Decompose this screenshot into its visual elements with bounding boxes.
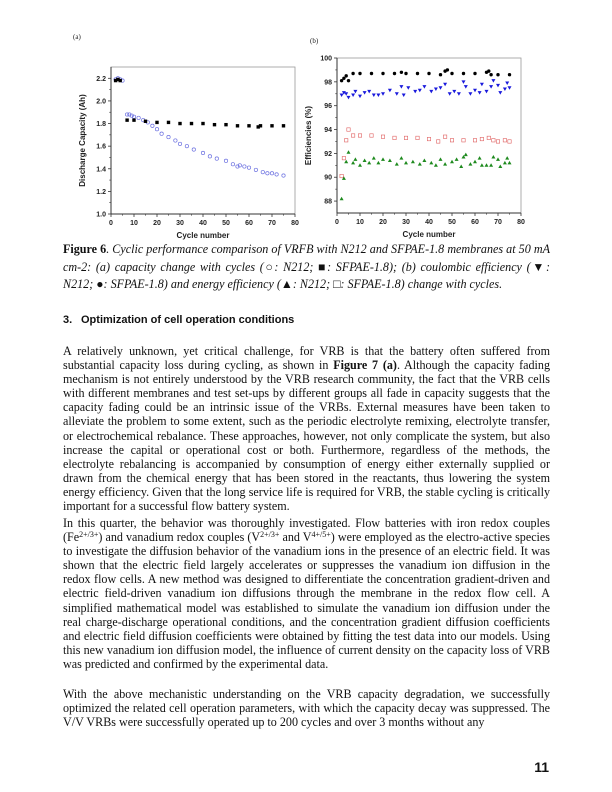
data-point <box>443 83 447 87</box>
data-point <box>388 159 392 163</box>
y-tick-label: 98 <box>324 79 332 87</box>
data-point <box>160 132 163 135</box>
data-point <box>345 74 348 77</box>
data-point <box>266 172 269 175</box>
data-point <box>416 136 419 139</box>
data-point <box>437 140 440 143</box>
y-axis-label: Efficiencies (%) <box>304 105 313 166</box>
data-point <box>429 90 433 94</box>
chart-a-svg <box>60 30 310 245</box>
data-point <box>503 88 507 92</box>
figure-6b-efficiency-chart <box>300 30 545 245</box>
fe-oxidation-superscript: 2+/3+ <box>79 530 99 540</box>
data-point <box>190 122 193 125</box>
data-point <box>395 162 399 166</box>
data-point <box>404 161 408 165</box>
data-point <box>406 86 410 90</box>
data-point <box>351 161 355 165</box>
data-point <box>167 121 170 124</box>
data-point <box>489 163 493 167</box>
x-tick-label: 70 <box>494 219 502 226</box>
data-point <box>473 72 476 75</box>
data-point <box>125 118 128 121</box>
plot-frame <box>111 67 295 214</box>
y-tick-label: 88 <box>324 198 332 206</box>
data-point <box>473 160 477 164</box>
x-tick-label: 30 <box>402 219 410 226</box>
x-tick-label: 60 <box>245 220 253 227</box>
paragraph-2 <box>63 516 550 671</box>
y-tick-label: 1.8 <box>96 121 106 129</box>
data-point <box>443 135 446 138</box>
data-point <box>439 86 443 90</box>
data-point <box>429 161 433 165</box>
paragraph-3: With the above mechanistic understanding on the VRB capacity degradation, we successfully optimized the related cell operation parameters, with which the capacity decay was suppressed. The V/V VRBs were successfully operated up to 200 cycles and over 3 months without any <box>63 687 550 730</box>
data-point <box>344 160 348 164</box>
data-point <box>340 197 344 201</box>
data-point <box>416 72 419 75</box>
data-point <box>192 148 195 151</box>
data-point <box>247 124 250 127</box>
data-point <box>508 86 512 90</box>
data-point <box>224 123 227 126</box>
data-point <box>367 90 371 94</box>
data-point <box>464 153 468 157</box>
chart-b-svg <box>300 30 545 245</box>
data-point <box>439 73 442 76</box>
data-point <box>508 140 511 143</box>
data-point <box>468 162 472 166</box>
data-point <box>282 174 285 177</box>
data-point <box>270 172 273 175</box>
section-heading <box>63 314 294 326</box>
data-point <box>155 121 158 124</box>
data-point <box>443 162 447 166</box>
v-low-oxidation-superscript: 2+/3+ <box>260 530 280 540</box>
data-point <box>376 93 380 97</box>
data-point <box>478 91 482 95</box>
data-point <box>485 90 489 94</box>
data-point <box>367 161 371 165</box>
data-point <box>372 156 376 160</box>
x-tick-label: 50 <box>222 220 230 227</box>
data-point <box>457 92 461 96</box>
series-sfpae-1-8-coulombic-efficiency <box>340 68 511 82</box>
data-point <box>492 139 495 142</box>
data-point <box>489 85 493 89</box>
data-point <box>489 73 492 76</box>
data-point <box>503 161 507 165</box>
data-point <box>174 139 177 142</box>
x-tick-label: 10 <box>130 220 138 227</box>
panel-label: (a) <box>73 33 81 41</box>
y-tick-label: 92 <box>324 150 332 158</box>
series-n212-coulombic-efficiency <box>340 79 512 99</box>
paragraph-2-text-2: ) and vanadium redox couples (V <box>98 530 261 545</box>
data-point <box>119 79 122 82</box>
paragraph-1-text-a: A relatively unknown, yet critical challenge, for VRB is that the battery often suffered from substantial capacity loss during cycling, as shown in <box>63 344 550 373</box>
data-point <box>462 80 466 84</box>
data-point <box>388 89 392 93</box>
y-tick-label: 2.2 <box>96 75 106 83</box>
data-point <box>340 93 344 97</box>
data-point <box>201 122 204 125</box>
data-point <box>462 72 465 75</box>
data-point <box>376 161 380 165</box>
data-point <box>342 156 345 159</box>
data-point <box>381 135 384 138</box>
y-tick-label: 96 <box>324 103 332 111</box>
data-point <box>448 92 452 96</box>
data-point <box>353 90 357 94</box>
data-point <box>381 72 384 75</box>
data-point <box>418 89 422 93</box>
section-title: Optimization of cell operation conditions <box>81 314 295 326</box>
y-tick-label: 94 <box>324 127 332 135</box>
x-tick-label: 20 <box>379 219 387 226</box>
data-point <box>247 166 250 169</box>
data-point <box>480 83 484 87</box>
data-point <box>372 93 376 97</box>
x-tick-label: 40 <box>425 219 433 226</box>
y-tick-label: 2.0 <box>96 98 106 106</box>
x-axis-label: Cycle number <box>402 230 456 239</box>
data-point <box>236 124 239 127</box>
figure-caption-text: . Cyclic performance comparison of VRFB with N212 and SFPAE-1.8 membranes at 50 mA cm-2: (a) capacity change with cycles (○: N212; ■: SFPAE-1.8); (b) coulombic efficiency (▼: N212; ●: SFPAE-1.8) and energy efficiency (▲: N212; □: SFPAE-1.8) change with cycles. <box>63 242 550 291</box>
data-point <box>491 155 495 158</box>
data-point <box>270 124 273 127</box>
data-point <box>434 163 438 167</box>
data-point <box>452 90 456 94</box>
data-point <box>347 79 350 82</box>
data-point <box>381 92 385 96</box>
x-tick-label: 80 <box>291 220 299 227</box>
paragraph-2-text-4: ) were employed as the electro-active species to investigate the diffusion behavior of the vanadium ions in the presence of an electric field. It was shown that the electric field largely accelerates or suppresses the vanadium ion diffusion in the redox flow cells. A new method was designed to differentiate the concentration gradient-driven and electric field-driven vanadium ion diffusions through the membrane in the redox flow cell. A simplified mathematical model was established to simulate the vanadium ion diffusion under the real charge-discharge operational conditions, and the concentration gradient diffusion coefficients and electric field diffusion coefficients were obtained by fitting the test data into our models. Using this new vanadium ion diffusion model, the influence of current density on the capacity loss of VRB was predicted and confirmed by the experimental data. <box>63 530 550 671</box>
data-point <box>185 144 188 147</box>
figure-caption <box>63 241 550 294</box>
x-tick-label: 60 <box>471 219 479 226</box>
series-n212-energy-efficiency <box>340 150 512 200</box>
data-point <box>450 160 454 164</box>
data-point <box>422 159 426 163</box>
data-point <box>450 139 453 142</box>
series-sfpae-1-8 <box>114 78 285 129</box>
data-point <box>496 73 499 76</box>
data-point <box>491 79 495 83</box>
data-point <box>473 139 476 142</box>
data-point <box>351 93 355 97</box>
data-point <box>404 72 407 75</box>
x-tick-label: 70 <box>268 220 276 227</box>
y-tick-label: 100 <box>320 55 332 63</box>
data-point <box>231 163 234 166</box>
data-point <box>439 157 443 161</box>
x-tick-label: 50 <box>448 219 456 226</box>
y-tick-label: 1.0 <box>96 211 106 219</box>
data-point <box>427 72 430 75</box>
data-point <box>399 156 403 160</box>
figure-7a-reference: Figure 7 (a) <box>333 358 397 373</box>
paragraph-2-text-1: In this quarter, the behavior was thoroughly investigated. Flow batteries with iron redox couples (Fe <box>63 516 550 545</box>
data-point <box>215 157 218 160</box>
data-point <box>167 135 170 138</box>
data-point <box>404 136 407 139</box>
data-point <box>462 139 465 142</box>
data-point <box>485 163 489 167</box>
data-point <box>464 85 468 89</box>
data-point <box>340 174 343 177</box>
data-point <box>503 139 506 142</box>
data-point <box>208 155 211 158</box>
data-point <box>498 165 502 169</box>
panel-label: (b) <box>310 37 319 45</box>
figure-6a-capacity-chart <box>60 30 310 245</box>
data-point <box>496 157 500 161</box>
data-point <box>363 159 367 163</box>
x-tick-label: 0 <box>109 220 113 227</box>
data-point <box>137 116 140 119</box>
y-tick-label: 1.4 <box>96 166 106 174</box>
v-high-oxidation-superscript: 4+/5+ <box>311 530 331 540</box>
data-point <box>393 72 396 75</box>
data-point <box>358 95 362 99</box>
data-point <box>347 150 351 154</box>
page-number: 11 <box>534 759 549 775</box>
data-point <box>370 134 373 137</box>
data-point <box>344 92 348 96</box>
data-point <box>450 72 453 75</box>
data-point <box>261 170 264 173</box>
y-tick-label: 1.2 <box>96 188 106 196</box>
data-point <box>455 157 459 161</box>
data-point <box>363 91 367 95</box>
section-number: 3. <box>63 314 73 326</box>
data-point <box>446 68 449 71</box>
data-point <box>487 136 490 139</box>
data-point <box>422 85 426 89</box>
data-point <box>381 157 385 161</box>
data-point <box>358 163 362 167</box>
data-point <box>505 82 509 86</box>
data-point <box>459 165 463 169</box>
data-point <box>370 72 373 75</box>
data-point <box>496 84 500 88</box>
data-point <box>498 91 502 95</box>
x-tick-label: 30 <box>176 220 184 227</box>
data-point <box>254 168 257 171</box>
data-point <box>418 162 422 166</box>
data-point <box>275 173 278 176</box>
x-tick-label: 20 <box>153 220 161 227</box>
data-point <box>399 85 403 89</box>
data-point <box>243 165 246 168</box>
x-tick-label: 40 <box>199 220 207 227</box>
data-point <box>393 136 396 139</box>
data-point <box>411 160 415 164</box>
data-point <box>480 137 483 140</box>
figure-caption-label: Figure 6 <box>63 242 107 256</box>
data-point <box>400 71 403 74</box>
data-point <box>347 128 350 131</box>
paragraph-1 <box>63 344 550 513</box>
data-point <box>282 124 285 127</box>
paragraph-1-text-b: . Although the capacity fading mechanism is not entirely understood by the VRB research community, the fact that the VRB cells with different membranes and test set-ups by different groups all fade in capacity suggests that the capacity fading could be an intrinsic issue of the VRBs. External measures have been taken to alleviate the problem to some extent, such as the periodic electrolyte remixing, electrolyte transfer, or electrochemical rebalance. These approaches, however, not only complicate the system, but also increase the capital or operational cost or both. Furthermore, regardless of the methods, the electrolyte rebalancing is accompanied by consumption of energy either externally supplied or drawn from the chemical energy that has been stored in the reactants, thus lowering the system energy efficiency. Given that the long service life is required for VRB, the stable cycling is critically important for a successful flow battery system. <box>63 358 550 514</box>
paragraph-2-text-3: and V <box>279 530 312 545</box>
y-tick-label: 90 <box>324 174 332 182</box>
data-point <box>413 90 417 94</box>
data-point <box>358 72 361 75</box>
data-point <box>351 72 354 75</box>
data-point <box>342 176 346 180</box>
data-point <box>496 140 499 143</box>
data-point <box>402 93 406 97</box>
data-point <box>468 92 472 96</box>
data-point <box>345 139 348 142</box>
x-tick-label: 80 <box>517 219 525 226</box>
data-point <box>151 124 154 127</box>
data-point <box>213 123 216 126</box>
data-point <box>478 156 482 160</box>
data-point <box>505 156 509 160</box>
data-point <box>132 118 135 121</box>
data-point <box>178 142 181 145</box>
y-axis-label: Discharge Capacity (Ah) <box>78 94 87 187</box>
x-tick-label: 0 <box>335 219 339 226</box>
data-point <box>347 96 351 100</box>
series-sfpae-1-8-energy-efficiency <box>340 128 511 178</box>
x-tick-label: 10 <box>356 219 364 226</box>
data-point <box>144 120 147 123</box>
data-point <box>508 73 511 76</box>
y-tick-label: 1.6 <box>96 143 106 151</box>
data-point <box>178 122 181 125</box>
data-point <box>434 88 438 92</box>
data-point <box>427 137 430 140</box>
data-point <box>358 134 361 137</box>
data-point <box>353 157 357 161</box>
data-point <box>155 127 158 130</box>
data-point <box>351 134 354 137</box>
data-point <box>395 92 399 96</box>
data-point <box>473 89 477 93</box>
data-point <box>259 124 262 127</box>
data-point <box>201 151 204 154</box>
data-point <box>487 69 490 72</box>
data-point <box>480 163 484 167</box>
x-axis-label: Cycle number <box>176 231 230 240</box>
data-point <box>224 159 227 162</box>
data-point <box>508 161 512 165</box>
